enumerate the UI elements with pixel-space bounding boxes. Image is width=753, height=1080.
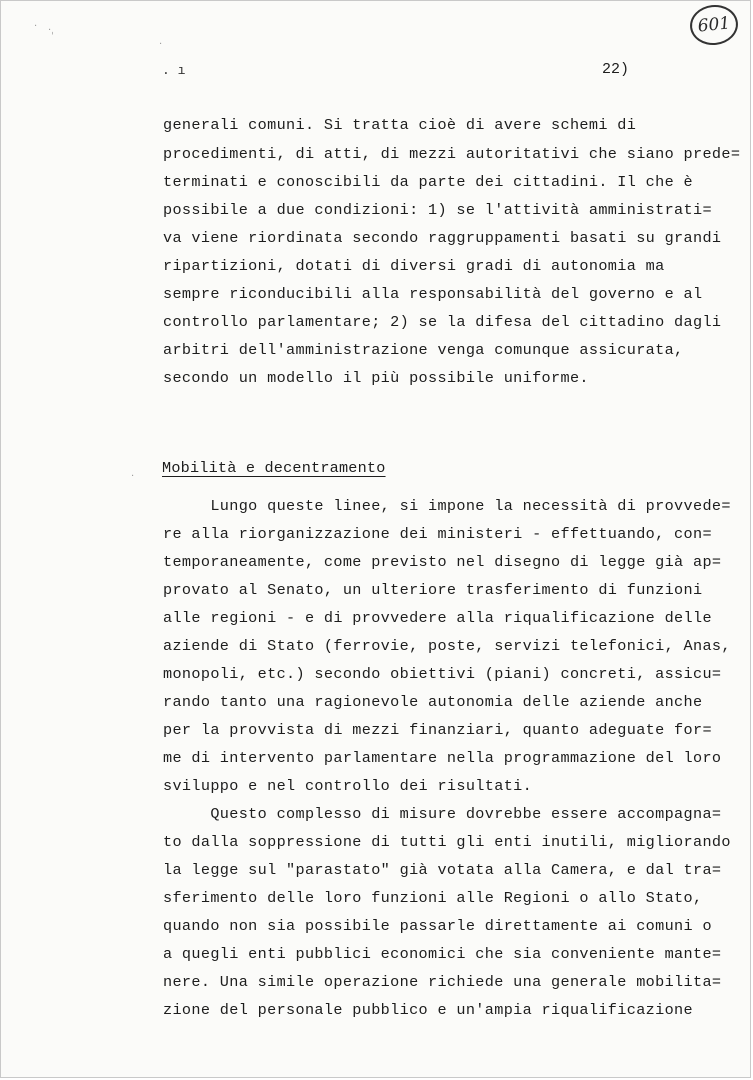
text-line: procedimenti, di atti, di mezzi autoritativi che siano prede= xyxy=(163,145,741,163)
archive-stamp: 601 xyxy=(688,3,740,48)
text-line: sferimento delle loro funzioni alle Regioni o allo Stato, xyxy=(163,889,703,907)
text-line: quando non sia possibile passarle direttamente ai comuni o xyxy=(163,917,712,935)
scan-speck: · xyxy=(131,471,135,482)
text-line: aziende di Stato (ferrovie, poste, servizi telefonici, Anas, xyxy=(163,637,731,655)
text-line: to dalla soppressione di tutti gli enti inutili, migliorando xyxy=(163,833,731,851)
scan-speck: · xyxy=(34,21,38,32)
text-line: arbitri dell'amministrazione venga comunque assicurata, xyxy=(163,341,684,359)
text-line: generali comuni. Si tratta cioè di avere schemi di xyxy=(163,116,637,134)
section-heading: Mobilità e decentramento xyxy=(162,459,386,477)
text-line: sempre riconducibili alla responsabilità del governo e al xyxy=(163,285,703,303)
text-line: ripartizioni, dotati di diversi gradi di autonomia ma xyxy=(163,257,665,275)
text-line: terminati e conoscibili da parte dei cittadini. Il che è xyxy=(163,173,693,191)
text-line: monopoli, etc.) secondo obiettivi (piani) concreti, assicu= xyxy=(163,665,722,683)
scan-speck: · xyxy=(159,39,163,50)
text-line: nere. Una simile operazione richiede una generale mobilita= xyxy=(163,973,722,991)
text-line: me di intervento parlamentare nella programmazione del loro xyxy=(163,749,722,767)
text-line: va viene riordinata secondo raggruppamenti basati su grandi xyxy=(163,229,722,247)
text-line: temporaneamente, come previsto nel disegno di legge già ap= xyxy=(163,553,722,571)
text-line: possibile a due condizioni: 1) se l'attività amministrati= xyxy=(163,201,712,219)
text-line: sviluppo e nel controllo dei risultati. xyxy=(163,777,533,795)
text-line: rando tanto una ragionevole autonomia delle aziende anche xyxy=(163,693,703,711)
scan-speck: ·ˌ xyxy=(48,25,54,36)
text-line: a quegli enti pubblici economici che sia conveniente mante= xyxy=(163,945,722,963)
text-line: controllo parlamentare; 2) se la difesa del cittadino dagli xyxy=(163,313,722,331)
page-number: 22) xyxy=(602,61,630,78)
text-line: re alla riorganizzazione dei ministeri - effettuando, con= xyxy=(163,525,712,543)
text-line: provato al Senato, un ulteriore trasferimento di funzioni xyxy=(163,581,703,599)
text-line: la legge sul "parastato" già votata alla Camera, e dal tra= xyxy=(163,861,722,879)
text-line: per la provvista di mezzi finanziari, quanto adeguate for= xyxy=(163,721,712,739)
text-line: secondo un modello il più possibile uniforme. xyxy=(163,369,589,387)
text-line: Questo complesso di misure dovrebbe essere accompagna= xyxy=(163,805,722,823)
text-line: zione del personale pubblico e un'ampia riqualificazione xyxy=(163,1001,693,1019)
text-line: alle regioni - e di provvedere alla riqualificazione delle xyxy=(163,609,712,627)
margin-mark: . ı xyxy=(162,63,186,78)
text-line: Lungo queste linee, si impone la necessità di provvede= xyxy=(163,497,731,515)
